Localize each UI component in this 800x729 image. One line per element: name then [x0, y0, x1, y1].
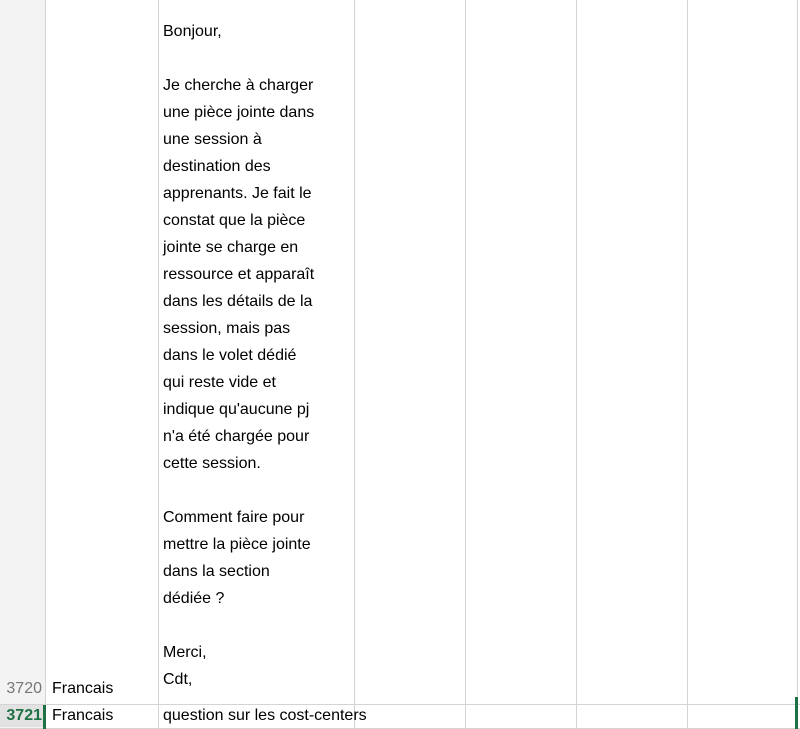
language-cell[interactable]: Francais — [52, 680, 114, 697]
message-line: session, mais pas — [163, 320, 291, 337]
message-line: n'a été chargée pour — [163, 428, 310, 445]
message-line: une pièce jointe dans — [163, 104, 315, 121]
column-divider — [158, 0, 159, 729]
message-line: apprenants. Je fait le — [163, 185, 312, 202]
message-line: ressource et apparaît — [163, 266, 315, 283]
column-divider — [797, 0, 798, 729]
message-line: jointe se charge en — [163, 239, 299, 256]
message-line: cette session. — [163, 455, 261, 472]
message-line: dans la section — [163, 563, 270, 580]
message-line: destination des — [163, 158, 271, 175]
column-divider — [576, 0, 577, 729]
row-number-3720[interactable]: 3720 — [6, 680, 42, 697]
message-line: indique qu'aucune pj — [163, 401, 310, 418]
column-divider — [354, 0, 355, 729]
message-line: Merci, — [163, 644, 207, 661]
column-divider — [465, 0, 466, 729]
message-line: qui reste vide et — [163, 374, 276, 391]
message-line: dans le volet dédié — [163, 347, 297, 364]
language-cell[interactable]: Francais — [52, 707, 114, 724]
message-line: dédiée ? — [163, 590, 225, 607]
active-row-indicator — [43, 705, 46, 729]
column-divider — [687, 0, 688, 729]
message-line: mettre la pièce jointe — [163, 536, 311, 553]
row-number-3721[interactable]: 3721 — [0, 705, 45, 727]
message-line: constat que la pièce — [163, 212, 306, 229]
row-header-column — [0, 0, 46, 729]
message-line: dans les détails de la — [163, 293, 313, 310]
message-cell[interactable]: question sur les cost-centers — [163, 707, 367, 724]
message-line: Cdt, — [163, 671, 193, 688]
selection-edge-indicator — [795, 697, 798, 729]
message-cell[interactable] — [163, 18, 353, 693]
message-line: une session à — [163, 131, 262, 148]
message-line: Je cherche à charger — [163, 77, 314, 94]
message-line: Comment faire pour — [163, 509, 305, 526]
message-line: Bonjour, — [163, 23, 222, 40]
row-divider — [0, 704, 800, 705]
